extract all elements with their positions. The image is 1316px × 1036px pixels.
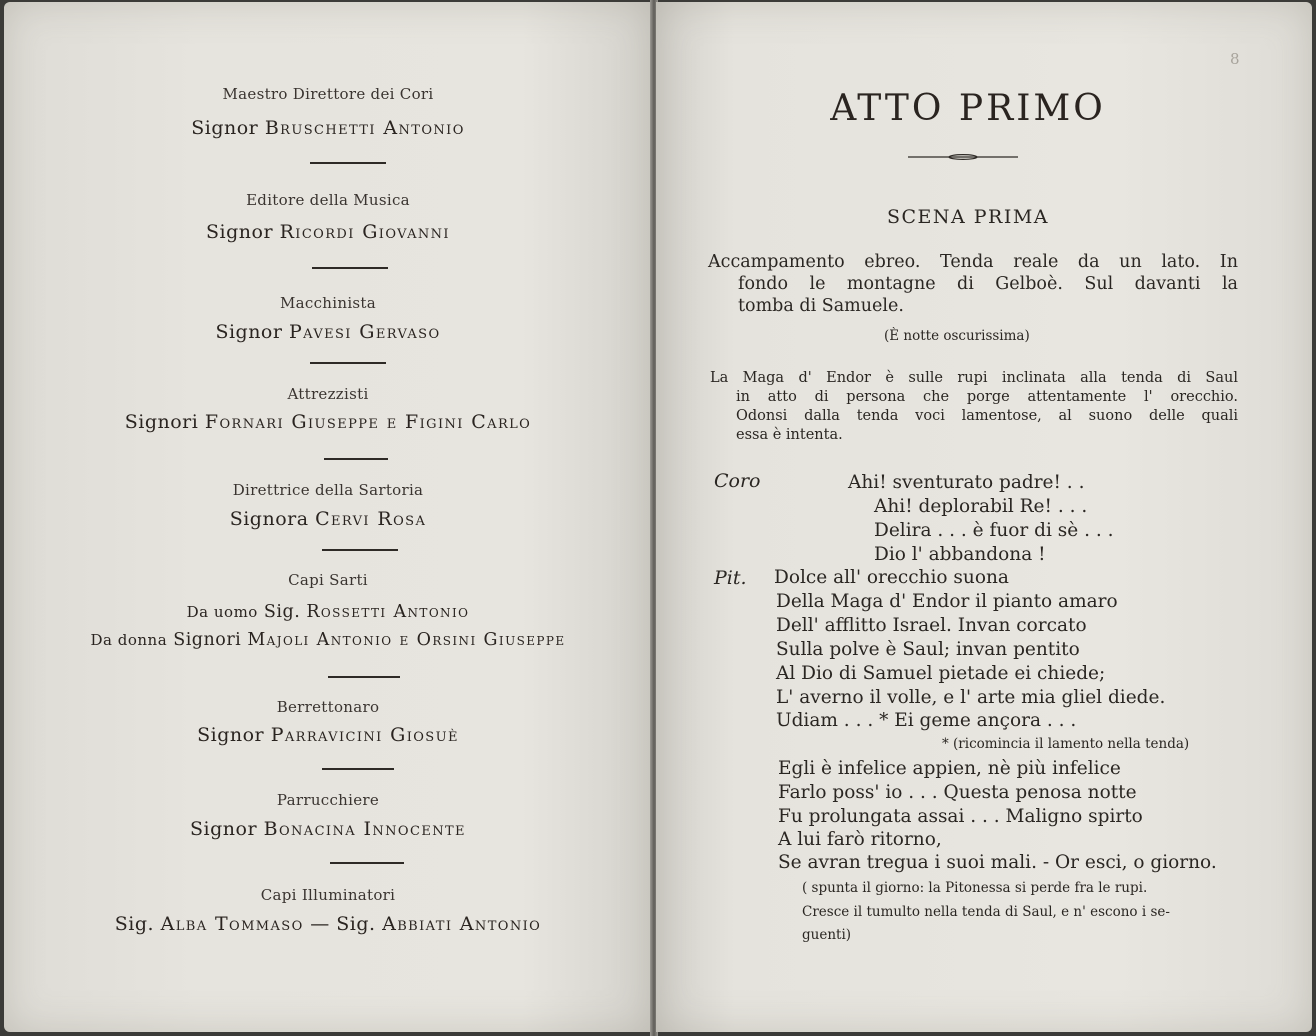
divider bbox=[330, 862, 404, 864]
credit-name: Signor Pavesi Gervaso bbox=[215, 321, 441, 343]
credit-name: Signor Bonacina Innocente bbox=[190, 818, 466, 840]
verse-line: L' averno il volle, e l' arte mia gliel diede. bbox=[776, 687, 1166, 708]
verse-line: Egli è infelice appien, nè più infelice bbox=[778, 758, 1121, 779]
credit-role: Capi Illuminatori bbox=[260, 886, 396, 904]
credit-name: Sig. Alba Tommaso — Sig. Abbiati Antonio bbox=[114, 913, 542, 935]
scene-title: SCENA PRIMA bbox=[886, 206, 1050, 228]
verse-line: Ahi! sventurato padre! . . bbox=[848, 472, 1085, 493]
credit-name: Signora Cervi Rosa bbox=[229, 508, 427, 530]
divider bbox=[324, 458, 388, 460]
ornament-rule-icon bbox=[908, 152, 1018, 162]
right-page bbox=[656, 2, 1312, 1032]
credit-name: Signor Parravicini Giosuè bbox=[197, 724, 459, 746]
verse-line: A lui farò ritorno, bbox=[778, 829, 942, 850]
left-page bbox=[4, 2, 652, 1032]
divider bbox=[312, 267, 388, 269]
credit-name: Da uomo Sig. Rossetti Antonio bbox=[186, 602, 470, 622]
divider bbox=[310, 162, 386, 164]
verse-line: Delira . . . è fuor di sè . . . bbox=[874, 520, 1114, 541]
verse-line: Dio l' abbandona ! bbox=[874, 544, 1046, 565]
credit-role: Parrucchiere bbox=[276, 791, 380, 809]
divider bbox=[310, 362, 386, 364]
verse-line: Della Maga d' Endor il pianto amaro bbox=[776, 591, 1118, 612]
speaker-label: Coro bbox=[714, 470, 761, 492]
verse-line: Udiam . . . * Ei geme ançora . . . bbox=[776, 710, 1077, 731]
credit-name: Signor Ricordi Giovanni bbox=[206, 221, 450, 243]
setting-text: Accampamento ebreo. Tenda reale da un lato. In fondo le montagne di Gelboè. Sul davanti la tomba di Samuele. bbox=[708, 252, 1238, 316]
verse-line: Dolce all' orecchio suona bbox=[774, 567, 1009, 588]
verse-line: Al Dio di Samuel pietade ei chiede; bbox=[776, 663, 1106, 684]
verse-line: Se avran tregua i suoi mali. - Or esci, o giorno. bbox=[778, 852, 1217, 873]
divider bbox=[322, 549, 398, 551]
credit-role: Maestro Direttore dei Cori bbox=[222, 85, 434, 103]
credit-role: Capi Sarti bbox=[288, 571, 368, 589]
credit-role: Editore della Musica bbox=[246, 191, 410, 209]
divider bbox=[322, 768, 394, 770]
divider bbox=[328, 676, 400, 678]
stage-direction-final: ( spunta il giorno: la Pitonessa si perde fra le rupi. bbox=[802, 880, 1148, 896]
stage-direction: La Maga d' Endor è sulle rupi inclinata alla tenda di Saul in atto di persona che porge attentamente l' orecchio. Odonsi dalla tenda voci lamentose, al suono delle quali essa è intenta. bbox=[710, 370, 1238, 443]
verse-line: Farlo poss' io . . . Questa penosa notte bbox=[778, 782, 1137, 803]
credit-role: Berrettonaro bbox=[276, 698, 380, 716]
credit-name: Da donna Signori Majoli Antonio e Orsini Giuseppe bbox=[90, 630, 566, 650]
verse-line: Dell' afflitto Israel. Invan corcato bbox=[776, 615, 1087, 636]
credit-name: Signori Fornari Giuseppe e Figini Carlo bbox=[124, 411, 532, 433]
speaker-label: Pit. bbox=[714, 567, 747, 589]
credit-role: Macchinista bbox=[280, 294, 376, 312]
setting-note: (È notte oscurissima) bbox=[884, 328, 1030, 344]
stage-direction-final: guenti) bbox=[802, 927, 852, 943]
page-number: 8 bbox=[1230, 50, 1240, 68]
credit-role: Attrezzisti bbox=[287, 385, 369, 403]
verse-line: Fu prolungata assai . . . Maligno spirto bbox=[778, 806, 1143, 827]
verse-line: Ahi! deplorabil Re! . . . bbox=[874, 496, 1088, 517]
credit-name: Signor Bruschetti Antonio bbox=[191, 117, 465, 139]
stage-direction-final: Cresce il tumulto nella tenda di Saul, e n' escono i se- bbox=[802, 904, 1170, 920]
verse-line: Sulla polve è Saul; invan pentito bbox=[776, 639, 1080, 660]
act-title: ATTO PRIMO bbox=[830, 88, 1106, 129]
footnote: * (ricomincia il lamento nella tenda) bbox=[942, 736, 1190, 752]
credit-role: Direttrice della Sartoria bbox=[232, 481, 424, 499]
